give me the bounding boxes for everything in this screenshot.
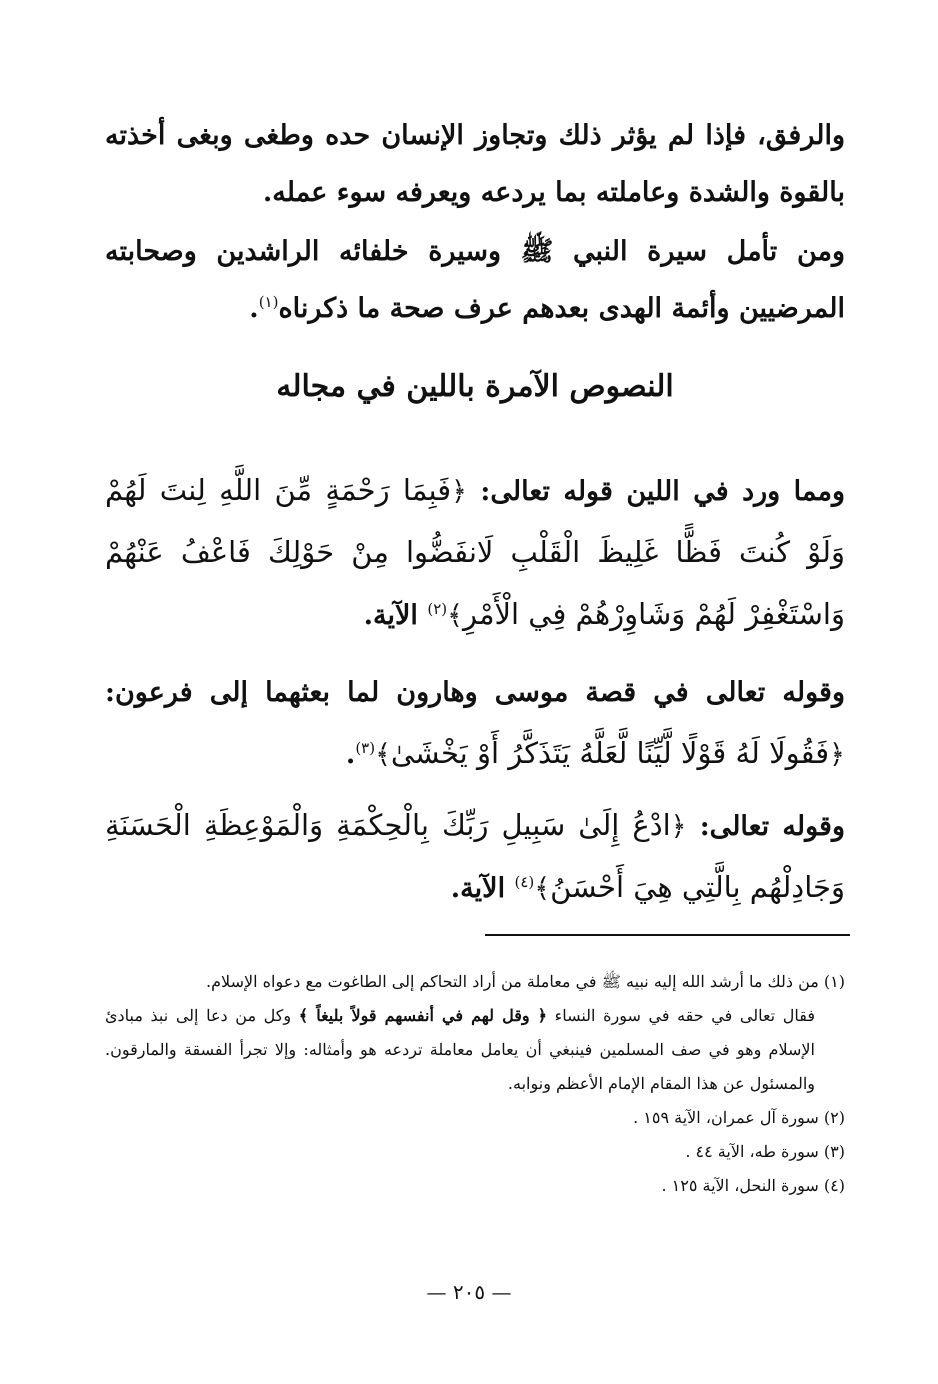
paragraph-intro (105, 107, 845, 221)
footnote-text: فقال تعالى في حقه في سورة النساء (554, 1006, 815, 1025)
paragraph-text: ومن تأمل سيرة النبي ﷺ وسيرة خلفائه الراشدين وصحابته المرضيين وأئمة الهدى بعدهم عرف صحة ما ذكرناه (105, 236, 845, 324)
quran-verse: ادْعُ إِلَىٰ سَبِيلِ رَبِّكَ بِالْحِكْمَةِ وَالْمَوْعِظَةِ الْحَسَنَةِ وَجَادِلْهُم بِالَّتِي هِيَ أَحْسَنُ (105, 808, 845, 904)
quran-open-bracket: ﴿ (451, 476, 467, 507)
footnote-reference: (١) (258, 293, 279, 311)
footnote-reference: (٣) (355, 739, 376, 757)
verse-end: الآية. (363, 600, 418, 631)
verse-intro: وقوله تعالى في قصة موسى وهارون لما بعثهما إلى فرعون: (105, 677, 845, 708)
paragraph-text: والرفق، فإذا لم يؤثر ذلك وتجاوز الإنسان حده وطغى وبغى أخذته بالقوة والشدة وعاملته بما يردعه ويعرفه سوء عمله. (105, 120, 845, 208)
footnotes (105, 965, 845, 1203)
quran-close-bracket: ﴾ (375, 739, 391, 770)
verse-end: . (345, 739, 356, 770)
footnote-1-continuation (105, 999, 845, 1101)
footnote-4: (٤) سورة النحل، الآية ١٢٥ . (661, 1176, 845, 1195)
footnote-2: (٢) سورة آل عمران، الآية ١٥٩ . (633, 1108, 845, 1127)
footnote-3: (٣) سورة طه، الآية ٤٤ . (685, 1142, 845, 1161)
footnote-reference: (٢) (427, 600, 448, 618)
quran-open-bracket: ﴿ (670, 811, 687, 842)
paragraph-prophet-example (105, 223, 845, 337)
footnote-separator (485, 934, 850, 936)
footnote-text: وكل من دعا إلى نبذ مبادئ الإسلام وهو في صف المسلمين فينبغي أن يعامل معاملة تردعه هو وأمثاله: وإلا تجرأ الفسقة والمارقون. والمسئول عن هذا المقام الإمام الأعظم ونوابه. (105, 1006, 815, 1093)
section-heading: النصوص الآمرة باللين في مجاله (276, 369, 674, 404)
sentence-end: . (249, 293, 259, 324)
footnote-quote: ﴿ وقل لهم في أنفسهم قولاً بليغاً ﴾ (298, 1006, 548, 1025)
footnote-reference: (٤) (514, 873, 535, 891)
quran-verse: فَقُولَا لَهُ قَوْلًا لَّيِّنًا لَّعَلَّهُ يَتَذَكَّرُ أَوْ يَخْشَىٰ (390, 736, 830, 770)
quran-close-bracket: ﴾ (534, 873, 551, 904)
paragraph-verse-2 (105, 662, 845, 785)
paragraph-verse-1 (105, 460, 845, 646)
page-number: — ٢٠٥ — (426, 1280, 512, 1304)
quran-verse: فَبِمَا رَحْمَةٍ مِّنَ اللَّهِ لِنتَ لَهُمْ وَلَوْ كُنتَ فَظًّا غَلِيظَ الْقَلْبِ لَانفَضُّوا مِنْ حَوْلِكَ فَاعْفُ عَنْهُمْ وَاسْتَغْفِرْ لَهُمْ وَشَاوِرْهُمْ فِي الْأَمْرِ (105, 473, 845, 631)
verse-intro: وقوله تعالى: (699, 811, 845, 842)
verse-intro: ومما ورد في اللين قوله تعالى: (480, 476, 845, 507)
quran-close-bracket: ﴾ (447, 600, 463, 631)
paragraph-verse-3 (105, 795, 845, 919)
quran-open-bracket: ﴿ (829, 739, 845, 770)
footnote-1: (١) من ذلك ما أرشد الله إليه نبيه ﷺ في معاملة من أراد التحاكم إلى الطاغوت مع دعواه الإسلام. (206, 972, 845, 991)
verse-end: الآية. (450, 873, 506, 904)
